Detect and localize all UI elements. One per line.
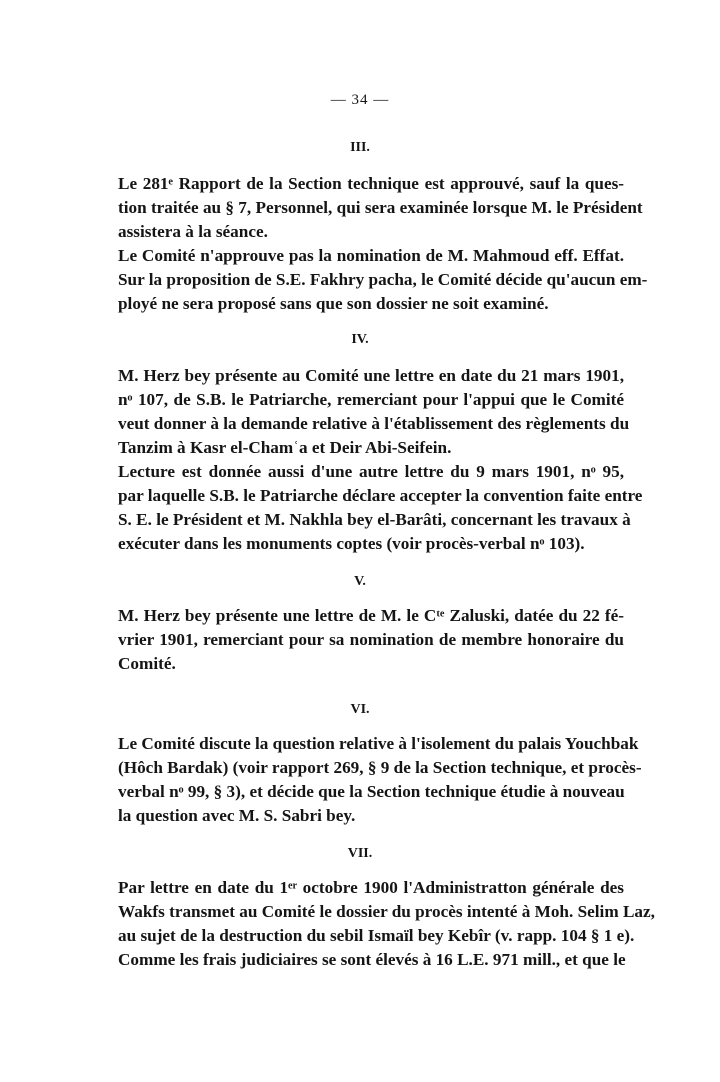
section-heading-vi: VI. [350, 702, 370, 717]
section-v-paragraph-1 [118, 604, 624, 676]
text-line: verbal nᵒ 99, § 3), et décide que la Section technique étudie à nouveau [118, 782, 625, 801]
text-line: par laquelle S.B. le Patriarche déclare accepter la convention faite entre [118, 486, 643, 505]
text-line: ployé ne sera proposé sans que son dossier ne soit examiné. [118, 294, 549, 313]
text-line: Par lettre en date du 1ᵉʳ octobre 1900 l'Administratton générale des [118, 878, 624, 897]
text-line: M. Herz bey présente une lettre de M. le Cᵗᵉ Zaluski, datée du 22 fé- [118, 606, 624, 625]
text-line: tion traitée au § 7, Personnel, qui sera examinée lorsque M. le Président [118, 198, 643, 217]
section-heading-v: V. [354, 574, 366, 589]
section-vii-paragraph-1 [118, 876, 655, 972]
text-line: Le Comité n'approuve pas la nomination de M. Mahmoud eff. Effat. [118, 246, 624, 265]
text-line: Comme les frais judiciaires se sont élevés à 16 L.E. 971 mill., et que le [118, 950, 626, 969]
text-line: Lecture est donnée aussi d'une autre lettre du 9 mars 1901, nᵒ 95, [118, 462, 624, 481]
section-heading-iii: III. [350, 140, 370, 155]
section-heading-iv: IV. [351, 332, 369, 347]
section-iii-paragraph-1 [118, 172, 643, 244]
text-line: exécuter dans les monuments coptes (voir procès-verbal nᵒ 103). [118, 534, 585, 553]
text-line: la question avec M. S. Sabri bey. [118, 806, 356, 825]
text-line: Le 281ᵉ Rapport de la Section technique est approuvé, sauf la ques- [118, 174, 624, 193]
text-line: veut donner à la demande relative à l'établissement des règlements du [118, 414, 630, 433]
section-vi-paragraph-1 [118, 732, 642, 828]
text-line: vrier 1901, remerciant pour sa nomination de membre honoraire du [118, 630, 624, 649]
section-heading-vii: VII. [347, 846, 373, 861]
text-line: S. E. le Président et M. Nakhla bey el-Barâti, concernant les travaux à [118, 510, 631, 529]
text-line: (Hôch Bardak) (voir rapport 269, § 9 de la Section technique, et procès- [118, 758, 642, 777]
text-line: Wakfs transmet au Comité le dossier du procès intenté à Moh. Selim Laz, [118, 902, 655, 921]
text-line: Sur la proposition de S.E. Fakhry pacha, le Comité décide qu'aucun em- [118, 270, 648, 289]
text-line: au sujet de la destruction du sebil Ismaïl bey Kebîr (v. rapp. 104 § 1 e). [118, 926, 635, 945]
text-line: Tanzim à Kasr el-Chamʿa et Deir Abi-Seifein. [118, 438, 452, 457]
text-line: Comité. [118, 654, 176, 673]
page-number: — 34 — [330, 92, 390, 108]
section-iii-paragraph-2 [118, 244, 648, 316]
text-line: M. Herz bey présente au Comité une lettre en date du 21 mars 1901, [118, 366, 624, 385]
section-iv-paragraph-1 [118, 364, 630, 460]
section-iv-paragraph-2 [118, 460, 643, 556]
text-line: Le Comité discute la question relative à l'isolement du palais Youchbak [118, 734, 639, 753]
text-line: assistera à la séance. [118, 222, 268, 241]
text-line: nᵒ 107, de S.B. le Patriarche, remerciant pour l'appui que le Comité [118, 390, 624, 409]
